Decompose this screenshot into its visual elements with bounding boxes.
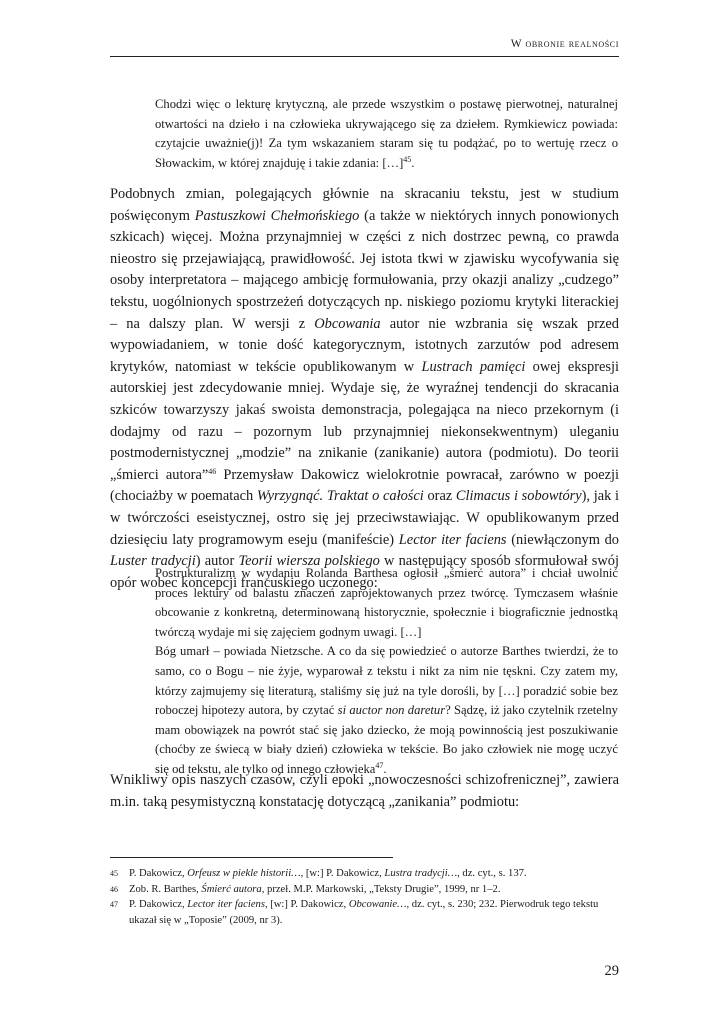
italic-title: Lector iter faciens (187, 899, 265, 911)
italic-title: Teorii wiersza polskiego (238, 553, 380, 570)
footnote-rule (110, 857, 393, 858)
block-quote-2 (155, 564, 618, 780)
block-quote-1-text: Chodzi więc o lekturę krytyczną, ale przede wszystkim o postawę pierwotnej, naturalnej otwartości na dzieło i na człowieka ukrywającego się za dziełem. Rymkiewicz powiada: czytajcie uważnie(j)! Za tym wskazaniem staram się tu podążać, po to wertuję rzecz o Słowackim, w której znajduję i takie zdania: […]$^{45}$. (155, 97, 618, 170)
italic-title: Obcowanie… (348, 899, 407, 911)
body-paragraph-2-text: Wnikliwy opis naszych czasów, czyli epoki „nowoczesności schizofrenicznej”, zawiera m.in. taką pesymistyczną konstatację dotyczącą „zanikania” podmiotu: (110, 772, 619, 810)
italic-title: Lustrach pamięci (421, 358, 526, 375)
body-paragraph-1 (110, 184, 619, 594)
footnote-reference: 45 (403, 154, 412, 164)
footnote-text: P. Dakowicz, Lector iter faciens, [w:] P. Dakowicz, Obcowanie…, dz. cyt., s. 230; 232. Pierwodruk tego tekstu ukazał się w „Toposie” (2009, nr 3). (129, 899, 599, 926)
body-paragraph-1-text: Podobnych zmian, polegających głównie na skracaniu tekstu, jest w studium poświęconym Pastuszkowi Chełmońskiego (a także w niektórych innych ponowionych szkicach) więcej. Można przynajmniej w części z nich dostrzec pewną, co prawda nieostro się przejawiającą, prawidłowość. Jej istota tkwi w zjawisku wycofywania się osoby interpretatora – mającego ambicję formułowania, przy okazji analizy „cudzego” tekstu, uogólnionych spostrzeżeń dotyczących np. niskiego poziomu krytyki literackiej – na dalszy plan. W wersji z Obcowania autor nie wzbrania się wszak przed wypowiadaniem, w tonie dość kategorycznym, istotnych zarzutów pod adresem krytyków, natomiast w tekście opublikowanym w Lustrach pamięci owej ekspresji autorskiej jest zdecydowanie mniej. Wydaje się, że wyraźnej tendencji do skracania szkiców towarzyszy jakaś swoista demonstracja, polegająca na nieco przekornym (i dodajmy od razu – pozornym lub przynajmniej niekonsekwentnym) uleganiu postmodernistycznej „modzie” na znikanie (zanikanie) autora (podmiotu). Do teorii „śmierci autora”$^{46}$ Przemysław Dakowicz wielokrotnie powracał, zarówno w poezji (chociażby w poematach Wyrzygnąć. Traktat o całości oraz Climacus i sobowtóry), jak i w twórczości eseistycznej, ostro się jej przeciwstawiając. W opublikowanym przed dziesięciu laty programowym eseju (manifeście) Lector iter faciens (niewłączonym do Luster tradycji) autor Teorii wiersza polskiego w następujący sposób sformułował swój opór wobec koncepcji francuskiego uczonego: (110, 186, 620, 591)
footnote-reference: 46 (208, 466, 217, 476)
italic-title: Luster tradycji (110, 553, 196, 570)
italic-title: Lector iter faciens (398, 531, 507, 548)
footnote-text: P. Dakowicz, Orfeusz w piekle historii…, [w:] P. Dakowicz, Lustra tradycji…, dz. cyt., s. 137. (129, 868, 527, 879)
italic-title: Orfeusz w piekle historii… (187, 868, 301, 879)
block-quote-2-para-2: Bóg umarł – powiada Nietzsche. A co da się powiedzieć o autorze Barthes twierdzi, że to samo, co o Bogu – nie żyje, wyparował z tekstu i nikt za nim nie tęskni. Czy zatem my, którzy zajmujemy się literaturą, staliśmy się już na tyle dorośli, by […] poradzić sobie bez roboczej hipotezy autora, by czytać si auctor non daretur? Sądzę, iż jako czytelnik rzetelny mam obowiązek na powrót stać się jako dziecko, że moją powinnością jest poszukiwanie (choćby ze świecą w biały dzień) człowieka w tekście. Bo jako człowiek nie mogę uczyć się od tekstu, ale tylko od innego człowieka$^{47}$. (155, 644, 618, 776)
block-quote-2-para-1: Postrukturalizm w wydaniu Rolanda Barthesa ogłosił „śmierć autora” i chciał uwolnić proces lektury od balastu znaczeń zaprojektowanych przez twórcę. Tymczasem właśnie obcowanie z konkretną, determinowaną historycznie, społecznie i biograficznie jednostką twórczą wydaje mi się zajęciem godnym uwagi. […] (155, 566, 618, 639)
footnote-45 (110, 866, 619, 882)
footnotes (110, 866, 619, 928)
italic-title: Śmierć autora (201, 883, 262, 895)
italic-title: Climacus i sobowtóry (455, 488, 582, 505)
footnote-number: 45 (110, 869, 118, 878)
italic-title: si auctor non daretur (337, 703, 446, 718)
footnote-number: 46 (110, 884, 118, 894)
italic-title: Lustra tradycji… (384, 868, 458, 879)
block-quote-1 (155, 95, 618, 173)
footnote-46 (110, 882, 619, 898)
italic-title: Pastuszkowi Chełmońskiego (194, 207, 360, 224)
header-rule (110, 56, 619, 57)
footnote-reference: 47 (375, 760, 384, 770)
page-number: 29 (604, 963, 619, 979)
footnote-text: Zob. R. Barthes, Śmierć autora, przeł. M.P. Markowski, „Teksty Drugie”, 1999, nr 1–2. (129, 883, 501, 895)
italic-title: Wyrzygnąć. Traktat o całości (256, 488, 424, 505)
body-paragraph-2 (110, 770, 619, 813)
italic-title: Obcowania (314, 315, 381, 332)
footnote-47 (110, 897, 619, 928)
running-head: W obronie realności (510, 38, 619, 50)
footnote-number: 47 (110, 900, 118, 910)
